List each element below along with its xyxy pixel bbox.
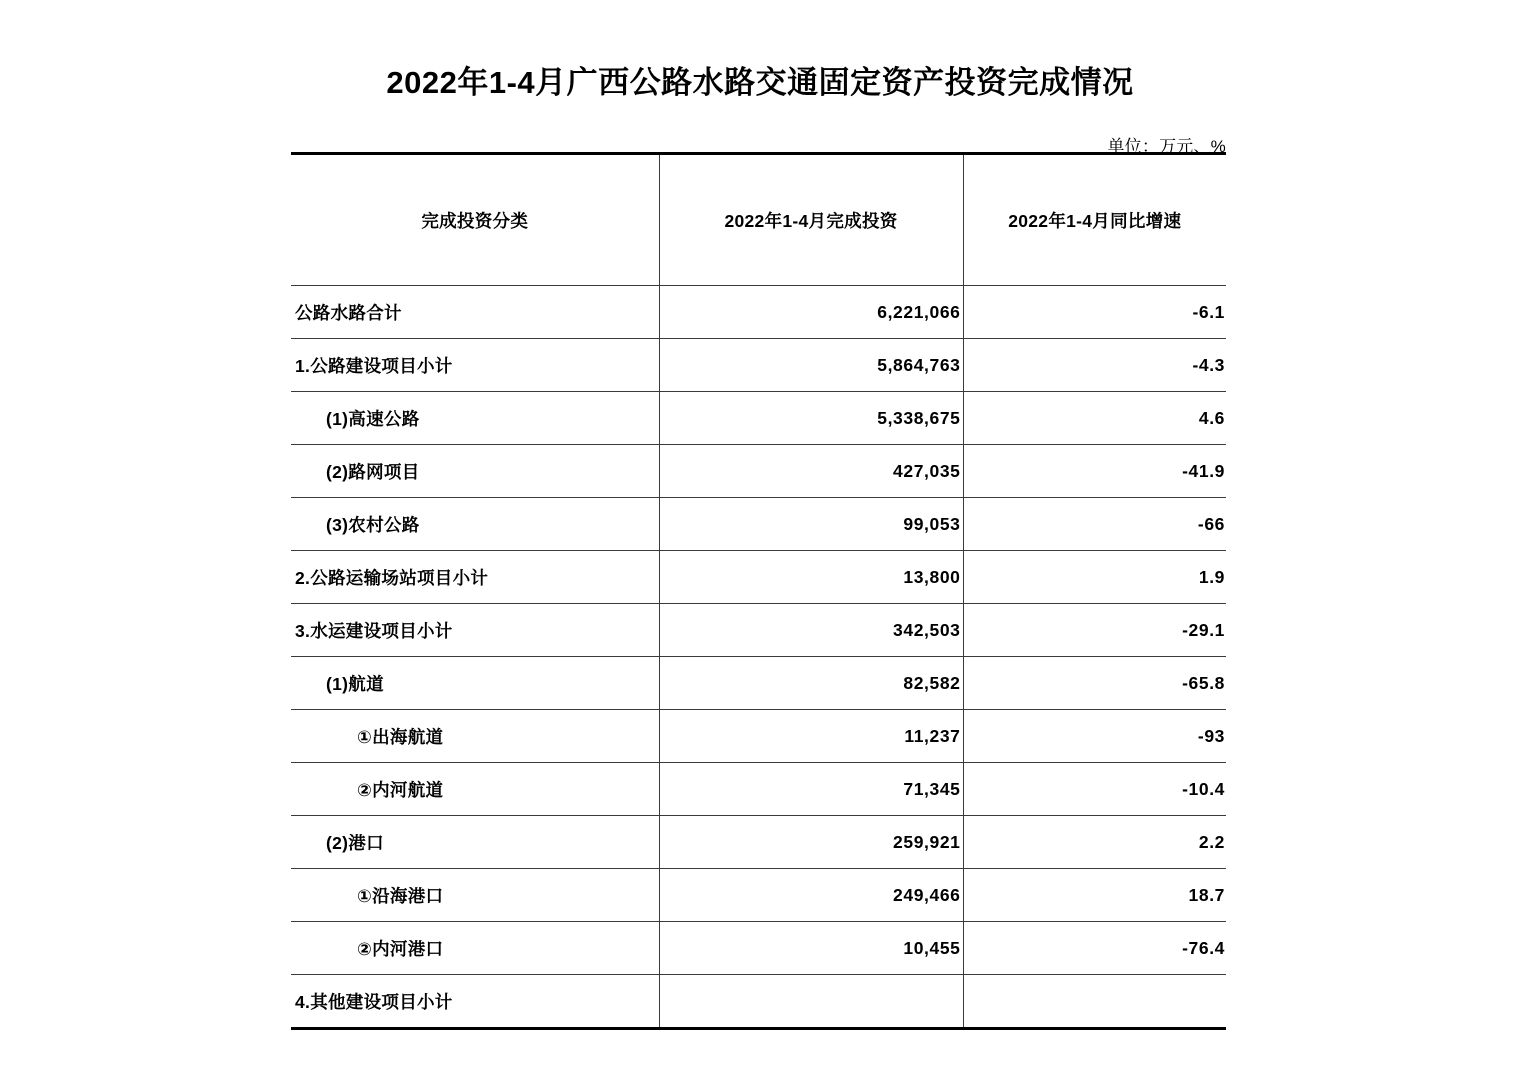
row-growth-cell bbox=[963, 498, 1226, 551]
row-investment-value: 82,582 bbox=[903, 672, 961, 693]
row-growth-cell bbox=[963, 869, 1226, 922]
row-category-cell bbox=[291, 286, 659, 339]
row-investment-value: 13,800 bbox=[903, 566, 961, 587]
row-category-label: ①出海航道 bbox=[357, 726, 444, 747]
table-row bbox=[291, 869, 1226, 922]
row-investment-cell bbox=[659, 710, 963, 763]
row-growth-value: -65.8 bbox=[1182, 672, 1225, 693]
row-growth-value: -29.1 bbox=[1182, 619, 1225, 640]
row-growth-value: -93 bbox=[1197, 725, 1225, 746]
row-investment-cell bbox=[659, 816, 963, 869]
table-row bbox=[291, 710, 1226, 763]
row-category-label: ②内河航道 bbox=[357, 779, 444, 800]
row-category-cell bbox=[291, 392, 659, 445]
row-growth-cell bbox=[963, 922, 1226, 975]
table-row bbox=[291, 657, 1226, 710]
row-investment-value: 10,455 bbox=[903, 937, 961, 958]
row-growth-value: 4.6 bbox=[1198, 407, 1225, 428]
row-category-cell bbox=[291, 339, 659, 392]
column-header-growth: 2022年1-4月同比增速 bbox=[963, 154, 1226, 286]
row-investment-cell bbox=[659, 392, 963, 445]
row-growth-cell bbox=[963, 816, 1226, 869]
row-category-label: (3)农村公路 bbox=[326, 514, 420, 535]
table-row bbox=[291, 339, 1226, 392]
table-header-row bbox=[291, 154, 1226, 286]
table-body bbox=[291, 286, 1226, 1029]
column-header-category: 完成投资分类 bbox=[291, 154, 659, 286]
row-growth-cell bbox=[963, 763, 1226, 816]
row-growth-cell bbox=[963, 551, 1226, 604]
row-growth-value: -41.9 bbox=[1182, 460, 1225, 481]
row-category-label: 1.公路建设项目小计 bbox=[295, 355, 453, 376]
row-growth-cell bbox=[963, 657, 1226, 710]
row-category-cell bbox=[291, 710, 659, 763]
row-investment-cell bbox=[659, 339, 963, 392]
row-investment-cell bbox=[659, 604, 963, 657]
row-category-label: 公路水路合计 bbox=[295, 302, 402, 323]
row-investment-value: 99,053 bbox=[903, 513, 961, 534]
row-investment-value: 427,035 bbox=[893, 460, 961, 481]
row-category-cell bbox=[291, 869, 659, 922]
row-investment-cell bbox=[659, 657, 963, 710]
table-row bbox=[291, 551, 1226, 604]
row-category-cell bbox=[291, 922, 659, 975]
row-category-cell bbox=[291, 763, 659, 816]
table-row bbox=[291, 922, 1226, 975]
row-investment-value: 5,338,675 bbox=[877, 407, 961, 428]
row-category-cell bbox=[291, 975, 659, 1029]
row-category-cell bbox=[291, 816, 659, 869]
table-row bbox=[291, 498, 1226, 551]
row-growth-cell bbox=[963, 975, 1226, 1029]
row-category-label: (1)航道 bbox=[326, 673, 384, 694]
row-investment-value: 11,237 bbox=[904, 725, 961, 746]
row-investment-value: 259,921 bbox=[893, 831, 961, 852]
investment-table-container bbox=[291, 152, 1226, 1030]
row-growth-value: -76.4 bbox=[1182, 937, 1225, 958]
row-category-cell bbox=[291, 551, 659, 604]
row-category-label: ①沿海港口 bbox=[357, 885, 444, 906]
table-row bbox=[291, 445, 1226, 498]
column-header-investment: 2022年1-4月完成投资 bbox=[659, 154, 963, 286]
row-growth-value: -4.3 bbox=[1192, 354, 1225, 375]
row-growth-cell bbox=[963, 445, 1226, 498]
row-investment-cell bbox=[659, 975, 963, 1029]
table-row bbox=[291, 392, 1226, 445]
row-category-cell bbox=[291, 498, 659, 551]
row-investment-value: 5,864,763 bbox=[877, 354, 961, 375]
row-growth-value: 2.2 bbox=[1198, 831, 1225, 852]
table-row bbox=[291, 816, 1226, 869]
table-row bbox=[291, 763, 1226, 816]
table-header bbox=[291, 154, 1226, 286]
investment-table bbox=[291, 152, 1226, 1030]
row-investment-value: 6,221,066 bbox=[877, 301, 961, 322]
row-investment-cell bbox=[659, 763, 963, 816]
row-growth-cell bbox=[963, 604, 1226, 657]
row-investment-cell bbox=[659, 551, 963, 604]
page-title: 2022年1-4月广西公路水路交通固定资产投资完成情况 bbox=[386, 65, 1134, 100]
row-investment-cell bbox=[659, 922, 963, 975]
row-category-cell bbox=[291, 445, 659, 498]
row-investment-value: 249,466 bbox=[893, 884, 961, 905]
row-category-label: 3.水运建设项目小计 bbox=[295, 620, 453, 641]
row-growth-cell bbox=[963, 710, 1226, 763]
row-investment-cell bbox=[659, 498, 963, 551]
table-row bbox=[291, 604, 1226, 657]
row-growth-value: -6.1 bbox=[1192, 301, 1225, 322]
row-category-label: 4.其他建设项目小计 bbox=[295, 991, 453, 1012]
row-investment-value: 71,345 bbox=[903, 778, 961, 799]
table-row bbox=[291, 286, 1226, 339]
row-growth-value: -66 bbox=[1197, 513, 1225, 534]
row-growth-cell bbox=[963, 286, 1226, 339]
row-investment-cell bbox=[659, 869, 963, 922]
row-category-label: (1)高速公路 bbox=[326, 408, 420, 429]
row-category-cell bbox=[291, 604, 659, 657]
table-row bbox=[291, 975, 1226, 1029]
row-investment-value: 342,503 bbox=[893, 619, 961, 640]
row-category-label: (2)港口 bbox=[326, 832, 384, 853]
row-category-label: ②内河港口 bbox=[357, 938, 444, 959]
row-growth-value: -10.4 bbox=[1182, 778, 1225, 799]
row-category-label: 2.公路运输场站项目小计 bbox=[295, 567, 489, 588]
row-investment-cell bbox=[659, 286, 963, 339]
unit-note: 单位：万元、% bbox=[1107, 137, 1226, 156]
row-growth-cell bbox=[963, 392, 1226, 445]
row-investment-cell bbox=[659, 445, 963, 498]
row-growth-value: 18.7 bbox=[1188, 884, 1225, 905]
row-growth-cell bbox=[963, 339, 1226, 392]
row-category-label: (2)路网项目 bbox=[326, 461, 420, 482]
row-growth-value: 1.9 bbox=[1198, 566, 1225, 587]
row-category-cell bbox=[291, 657, 659, 710]
